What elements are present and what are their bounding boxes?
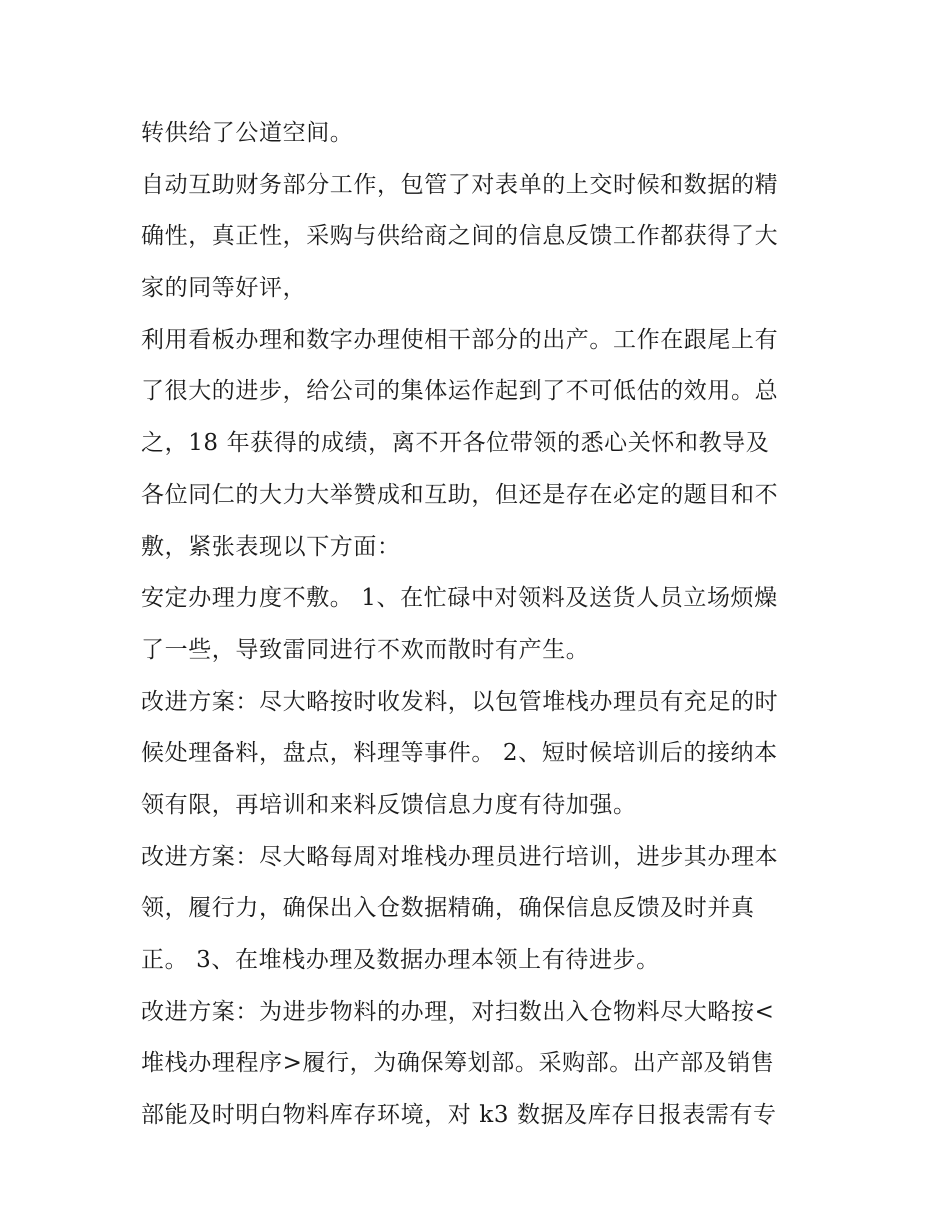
text-line: 确性，真正性，采购与供给商之间的信息反馈工作都获得了大 [141, 223, 779, 250]
text-line: 敷，紧张表现以下方面： [141, 533, 401, 560]
document-body [141, 108, 831, 1142]
text-line: 领有限，再培训和来料反馈信息力度有待加强。 [141, 791, 637, 818]
text-line: 改进方案：尽大略每周对堆栈办理员进行培训，进步其办理本 [141, 843, 779, 870]
text-line: 自动互助财务部分工作，包管了对表单的上交时候和数据的精 [141, 171, 779, 198]
text-line: 改进方案：为进步物料的办理，对扫数出入仓物料尽大略按< [141, 998, 775, 1025]
text-line: 了很大的进步，给公司的集体运作起到了不可低估的效用。总 [141, 378, 779, 405]
text-line: 各位同仁的大力大举赞成和互助，但还是存在必定的题目和不 [141, 481, 779, 508]
text-line: 候处理备料，盘点，料理等事件。 2、短时候培训后的接纳本 [141, 740, 778, 767]
text-line: 正。 3、在堆栈办理及数据办理本领上有待进步。 [141, 947, 660, 973]
text-line: 之，18 年获得的成绩，离不开各位带领的悉心关怀和教导及 [141, 430, 770, 457]
text-line: 转供给了公道空间。 [141, 120, 354, 146]
text-line: 了一些，导致雷同进行不欢而散时有产生。 [141, 636, 590, 663]
text-line: 部能及时明白物料库存环境，对 k3 数据及库存日报表需有专 [141, 1102, 777, 1129]
text-line: 领，履行力，确保出入仓数据精确，确保信息反馈及时并真 [141, 895, 755, 922]
text-line: 堆栈办理程序>履行，为确保筹划部。采购部。出产部及销售 [141, 1050, 775, 1077]
text-line: 改进方案：尽大略按时收发料，以包管堆栈办理员有充足的时 [141, 688, 779, 715]
text-line: 家的同等好评， [141, 275, 307, 302]
text-line: 安定办理力度不敷。 1、在忙碌中对领料及送货人员立场烦燥 [141, 585, 778, 612]
text-line: 利用看板办理和数字办理使相干部分的出产。工作在跟尾上有 [141, 326, 779, 353]
